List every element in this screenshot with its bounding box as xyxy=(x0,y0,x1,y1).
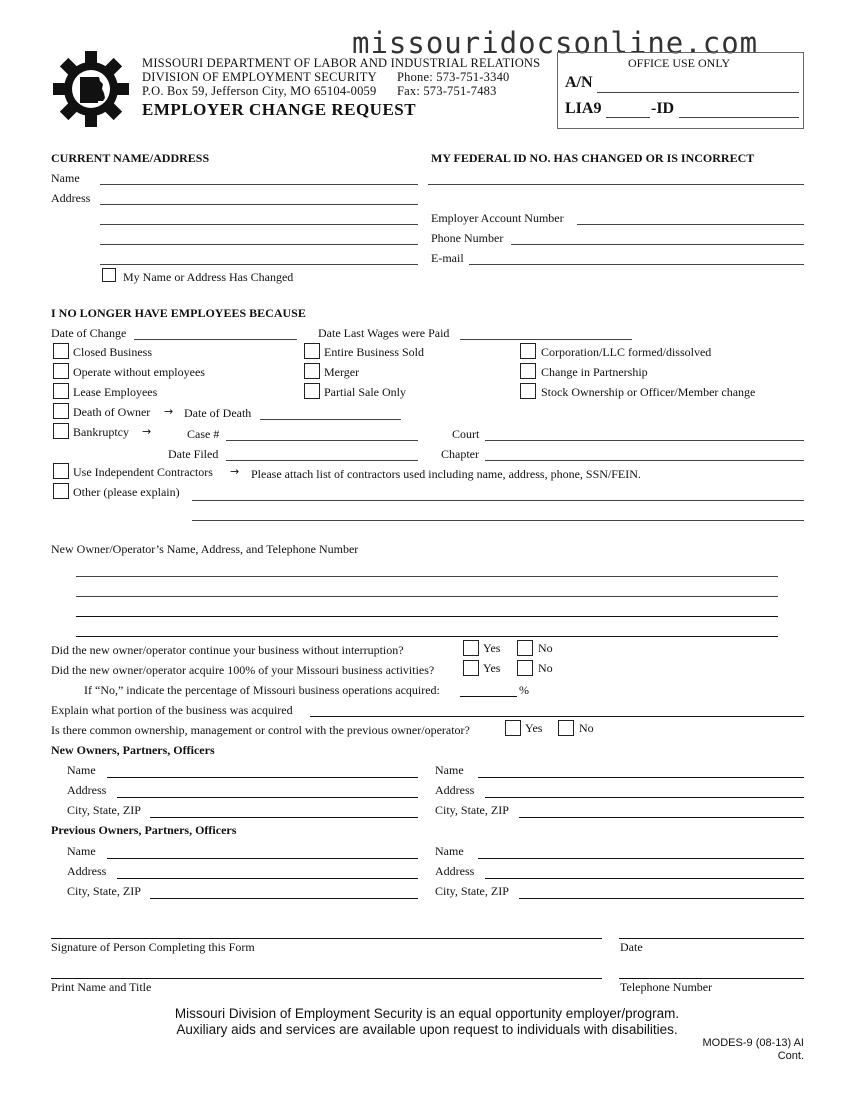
form-title: EMPLOYER CHANGE REQUEST xyxy=(142,100,417,119)
new-owner-2-city-label: City, State, ZIP xyxy=(435,803,509,817)
other-label: Other (please explain) xyxy=(73,485,180,499)
account-label: Employer Account Number xyxy=(431,211,564,225)
q2-label: Did the new owner/operator acquire 100% of your Missouri business activities? xyxy=(51,663,435,677)
change-partnership-checkbox[interactable] xyxy=(520,363,536,379)
new-owner-1-city-label: City, State, ZIP xyxy=(67,803,141,817)
telephone-field[interactable] xyxy=(619,978,804,979)
case-field[interactable] xyxy=(226,440,418,441)
merger-checkbox[interactable] xyxy=(304,363,320,379)
print-name-field[interactable] xyxy=(51,978,602,979)
id-field[interactable] xyxy=(679,117,799,118)
new-owner-2-name-field[interactable] xyxy=(478,777,804,778)
missouri-gear-logo-icon xyxy=(52,50,130,128)
q5-yes-label: Yes xyxy=(525,721,543,735)
q1-yes-checkbox[interactable] xyxy=(463,640,479,656)
change-partnership-label: Change in Partnership xyxy=(541,365,648,379)
prev-owner-2-address-field[interactable] xyxy=(485,878,804,879)
entire-business-sold-checkbox[interactable] xyxy=(304,343,320,359)
date-change-label: Date of Change xyxy=(51,326,127,340)
no-employees-heading: I NO LONGER HAVE EMPLOYEES BECAUSE xyxy=(51,306,306,320)
lia-label: LIA9 xyxy=(565,100,602,117)
prev-owner-1-city-label: City, State, ZIP xyxy=(67,884,141,898)
email-field[interactable] xyxy=(469,264,804,265)
merger-label: Merger xyxy=(324,365,360,379)
current-heading: CURRENT NAME/ADDRESS xyxy=(51,151,210,165)
form-code: MODES-9 (08-13) AI xyxy=(702,1037,804,1049)
arrow-right-icon: → xyxy=(164,405,174,418)
contractors-label: Use Independent Contractors xyxy=(73,465,213,479)
operate-without-employees-label: Operate without employees xyxy=(73,365,205,379)
q5-no-label: No xyxy=(579,721,594,735)
stock-ownership-label: Stock Ownership or Officer/Member change xyxy=(541,385,756,399)
name-changed-label: My Name or Address Has Changed xyxy=(123,270,294,284)
new-owner-1-name-field[interactable] xyxy=(107,777,418,778)
prev-owner-2-city-field[interactable] xyxy=(519,898,804,899)
q5-no-checkbox[interactable] xyxy=(558,720,574,736)
corporation-formed-checkbox[interactable] xyxy=(520,343,536,359)
case-label: Case # xyxy=(187,427,220,441)
address-field-1[interactable] xyxy=(100,204,418,205)
bankruptcy-checkbox[interactable] xyxy=(53,423,69,439)
prev-owner-2-name-field[interactable] xyxy=(478,858,804,859)
death-of-owner-checkbox[interactable] xyxy=(53,403,69,419)
watermark: missouridocsonline.com xyxy=(352,26,759,60)
office-use-title: OFFICE USE ONLY xyxy=(628,56,731,70)
address-field-2[interactable] xyxy=(100,224,418,225)
q1-yes-label: Yes xyxy=(483,641,501,655)
q5-yes-checkbox[interactable] xyxy=(505,720,521,736)
new-owner-field-1[interactable] xyxy=(76,576,778,577)
new-owner-1-name-label: Name xyxy=(67,763,96,777)
prev-owner-2-name-label: Name xyxy=(435,844,464,858)
prev-owner-1-city-field[interactable] xyxy=(150,898,418,899)
closed-business-label: Closed Business xyxy=(73,345,153,359)
prev-owner-1-address-field[interactable] xyxy=(117,878,418,879)
operate-without-employees-checkbox[interactable] xyxy=(53,363,69,379)
date-filed-label: Date Filed xyxy=(168,447,219,461)
phone-field[interactable] xyxy=(511,244,804,245)
new-owner-field-4[interactable] xyxy=(76,636,778,637)
federal-heading: MY FEDERAL ID NO. HAS CHANGED OR IS INCORRECT xyxy=(431,151,755,165)
new-owner-field-3[interactable] xyxy=(76,616,778,617)
date-change-field[interactable] xyxy=(134,339,297,340)
closed-business-checkbox[interactable] xyxy=(53,343,69,359)
division-name: DIVISION OF EMPLOYMENT SECURITY xyxy=(142,70,377,84)
new-owner-1-address-field[interactable] xyxy=(117,797,418,798)
percent-field[interactable] xyxy=(460,696,517,697)
name-changed-checkbox[interactable] xyxy=(102,268,116,282)
q5-label: Is there common ownership, management or control with the previous owner/operator? xyxy=(51,723,470,737)
eeo-statement: Missouri Division of Employment Security is an equal opportunity employer/program. xyxy=(174,1006,680,1021)
q4-label: Explain what portion of the business was acquired xyxy=(51,703,293,717)
q1-no-checkbox[interactable] xyxy=(517,640,533,656)
new-owner-label: New Owner/Operator’s Name, Address, and Telephone Number xyxy=(51,542,359,556)
new-owner-field-2[interactable] xyxy=(76,596,778,597)
new-owner-1-city-field[interactable] xyxy=(150,817,418,818)
partial-sale-checkbox[interactable] xyxy=(304,383,320,399)
portion-acquired-field[interactable] xyxy=(310,716,804,717)
new-owner-2-address-field[interactable] xyxy=(485,797,804,798)
prev-owner-2-city-label: City, State, ZIP xyxy=(435,884,509,898)
court-label: Court xyxy=(452,427,480,441)
email-label: E-mail xyxy=(431,251,464,265)
name-label: Name xyxy=(51,171,80,185)
signature-label: Signature of Person Completing this Form xyxy=(51,940,255,954)
name-field[interactable] xyxy=(100,184,418,185)
chapter-label: Chapter xyxy=(441,447,479,461)
an-field[interactable] xyxy=(597,92,799,93)
death-of-owner-label: Death of Owner xyxy=(73,405,151,419)
fax-number: Fax: 573-751-7483 xyxy=(397,84,497,98)
an-label: A/N xyxy=(565,74,593,91)
court-field[interactable] xyxy=(485,440,804,441)
print-name-label: Print Name and Title xyxy=(51,980,152,994)
other-checkbox[interactable] xyxy=(53,483,69,499)
arrow-right-icon: → xyxy=(230,465,240,478)
lia-field[interactable] xyxy=(606,117,650,118)
id-label: -ID xyxy=(651,100,675,117)
q2-no-checkbox[interactable] xyxy=(517,660,533,676)
q1-no-label: No xyxy=(538,641,553,655)
chapter-field[interactable] xyxy=(485,460,804,461)
contractors-checkbox[interactable] xyxy=(53,463,69,479)
new-owners-heading: New Owners, Partners, Officers xyxy=(51,743,215,757)
dept-name: MISSOURI DEPARTMENT OF LABOR AND INDUSTRIAL RELATIONS xyxy=(142,56,541,70)
date-last-wages-field[interactable] xyxy=(460,339,632,340)
phone-label: Phone Number xyxy=(431,231,504,245)
partial-sale-label: Partial Sale Only xyxy=(324,385,406,399)
entire-business-sold-label: Entire Business Sold xyxy=(324,345,425,359)
percent-sign: % xyxy=(519,683,529,697)
q2-no-label: No xyxy=(538,661,553,675)
prev-owner-1-name-label: Name xyxy=(67,844,96,858)
phone-number: Phone: 573-751-3340 xyxy=(397,70,510,84)
new-owner-2-address-label: Address xyxy=(435,783,475,797)
date-last-wages-label: Date Last Wages were Paid xyxy=(318,326,450,340)
po-box: P.O. Box 59, Jefferson City, MO 65104-0059 xyxy=(142,84,377,98)
lease-employees-checkbox[interactable] xyxy=(53,383,69,399)
new-owner-2-city-field[interactable] xyxy=(519,817,804,818)
new-owner-2-name-label: Name xyxy=(435,763,464,777)
q2-yes-checkbox[interactable] xyxy=(463,660,479,676)
aux-aids-statement: Auxiliary aids and services are available upon request to individuals with disabilities. xyxy=(176,1022,678,1037)
q1-label: Did the new owner/operator continue your business without interruption? xyxy=(51,643,404,657)
federal-id-field[interactable] xyxy=(428,184,804,185)
arrow-right-icon: → xyxy=(142,425,152,438)
new-owner-1-address-label: Address xyxy=(67,783,107,797)
bankruptcy-label: Bankruptcy xyxy=(73,425,129,439)
q3-label: If “No,” indicate the percentage of Missouri business operations acquired: xyxy=(84,683,440,697)
account-field[interactable] xyxy=(577,224,804,225)
address-label: Address xyxy=(51,191,91,205)
corporation-formed-label: Corporation/LLC formed/dissolved xyxy=(541,345,712,359)
date-field[interactable] xyxy=(619,938,804,939)
date-of-death-field[interactable] xyxy=(260,419,401,420)
other-field-2[interactable] xyxy=(192,520,804,521)
q2-yes-label: Yes xyxy=(483,661,501,675)
contractors-note: Please attach list of contractors used including name, address, phone, SSN/FEIN. xyxy=(251,467,641,481)
signature-field[interactable] xyxy=(51,938,602,939)
address-field-3[interactable] xyxy=(100,244,418,245)
stock-ownership-checkbox[interactable] xyxy=(520,383,536,399)
previous-owners-heading: Previous Owners, Partners, Officers xyxy=(51,823,237,837)
prev-owner-2-address-label: Address xyxy=(435,864,475,878)
prev-owner-1-name-field[interactable] xyxy=(107,858,418,859)
prev-owner-1-address-label: Address xyxy=(67,864,107,878)
telephone-label: Telephone Number xyxy=(620,980,713,994)
lease-employees-label: Lease Employees xyxy=(73,385,158,399)
date-label: Date xyxy=(620,940,643,954)
other-field-1[interactable] xyxy=(192,500,804,501)
continued-label: Cont. xyxy=(777,1050,804,1062)
date-filed-field[interactable] xyxy=(226,460,418,461)
date-of-death-label: Date of Death xyxy=(184,406,252,420)
address-field-4[interactable] xyxy=(100,264,418,265)
